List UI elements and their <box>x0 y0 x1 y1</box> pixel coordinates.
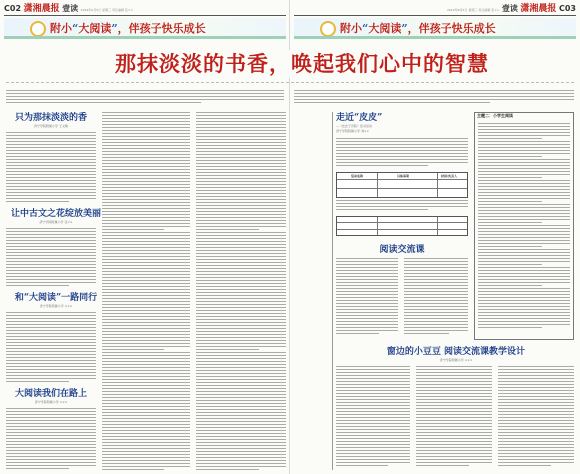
article-7-body-col-3 <box>498 366 574 470</box>
left-column-2-body <box>102 112 190 470</box>
article-7-body-col-1 <box>336 366 410 470</box>
article-1-title: 只为那抹淡淡的香 <box>14 113 87 123</box>
article-6-heading <box>336 244 468 256</box>
article-4-title: 大阅读我们在路上 <box>14 389 87 399</box>
article-4-body <box>6 408 96 470</box>
article-3-heading <box>6 292 106 309</box>
table-header-name: 活动名称 <box>351 174 364 178</box>
activity-table-2 <box>336 216 468 236</box>
article-2-heading <box>6 208 106 225</box>
left-section-name: 壹读 <box>62 4 79 13</box>
right-intro-paragraph <box>294 90 574 106</box>
right-column-divider <box>332 112 333 470</box>
article-6-body-right <box>404 258 468 338</box>
article-6-body-left <box>336 258 398 338</box>
table-header-time: 时间/负责人 <box>441 174 458 178</box>
article-4-author: 济宁学院附属小学 ××× <box>34 400 68 404</box>
left-paper-name: 潇湘晨报 <box>23 4 60 14</box>
article-2-body <box>6 228 96 286</box>
article-2-author: 济宁学院附属小学 张×× <box>39 220 73 224</box>
headline-dashed-rule <box>6 82 574 83</box>
main-headline: 那抹淡淡的书香，唤起我们心中的智慧 <box>115 51 489 76</box>
article-1-heading <box>6 112 96 129</box>
right-box-title: 主题二：小学生阅读 <box>477 113 513 118</box>
right-sidebar-box <box>474 112 574 340</box>
right-folio-rule <box>294 15 576 16</box>
left-page-number: C02 <box>4 4 22 13</box>
article-1-body <box>6 132 96 204</box>
right-banner-logo-icon <box>320 21 336 37</box>
article-3-title: 和“大阅读”一路同行 <box>14 293 98 303</box>
left-banner-title: 附小“大阅读”，伴孩子快乐成长 <box>50 22 206 35</box>
right-folio-meta: 2019年6月5日 星期三 责任编辑 张×× <box>446 8 500 12</box>
article-5-body <box>336 138 468 168</box>
intro-paragraph <box>6 90 284 106</box>
article-7-heading <box>356 346 556 363</box>
left-folio-rule <box>4 15 286 16</box>
table-header-detail: 具体事项 <box>397 174 410 178</box>
right-page-number: C03 <box>558 4 576 13</box>
article-5-author: 济宁学院附属小学 刘×× <box>336 129 369 133</box>
article-7-author: 济宁学院附属小学 ××× <box>439 358 473 362</box>
article-5-heading <box>336 112 436 134</box>
article-5-subtitle: —《皮皮子历险》读书活动 <box>336 124 373 128</box>
article-2-title: 让中古文之花绽放美丽 <box>10 209 101 219</box>
left-folio-meta: 2019年6月5日 星期三 责任编辑 张×× <box>80 8 134 12</box>
article-3-body <box>6 312 96 384</box>
left-banner-logo-icon <box>30 21 46 37</box>
article-6-title: 阅读交流课 <box>379 245 425 255</box>
right-banner <box>294 18 576 39</box>
article-3-author: 济宁学院附属小学 ××× <box>39 304 73 308</box>
article-7-body-col-2 <box>416 366 492 470</box>
article-5-body-2 <box>336 200 468 214</box>
activity-table <box>336 172 468 198</box>
article-4-heading <box>6 388 96 405</box>
left-folio <box>4 3 133 14</box>
right-section-name: 壹读 <box>501 4 518 13</box>
article-7-title: 窗边的小豆豆 阅读交流课教学设计 <box>386 347 526 357</box>
article-5-title: 走近“皮皮” <box>336 113 383 123</box>
article-1-author: 济宁学院附属小学 王文敏 <box>34 124 68 128</box>
right-folio <box>447 3 576 14</box>
left-banner <box>4 18 286 39</box>
left-column-3-body <box>196 112 286 470</box>
right-paper-name: 潇湘晨报 <box>520 4 557 14</box>
right-banner-title: 附小“大阅读”，伴孩子快乐成长 <box>340 22 496 35</box>
